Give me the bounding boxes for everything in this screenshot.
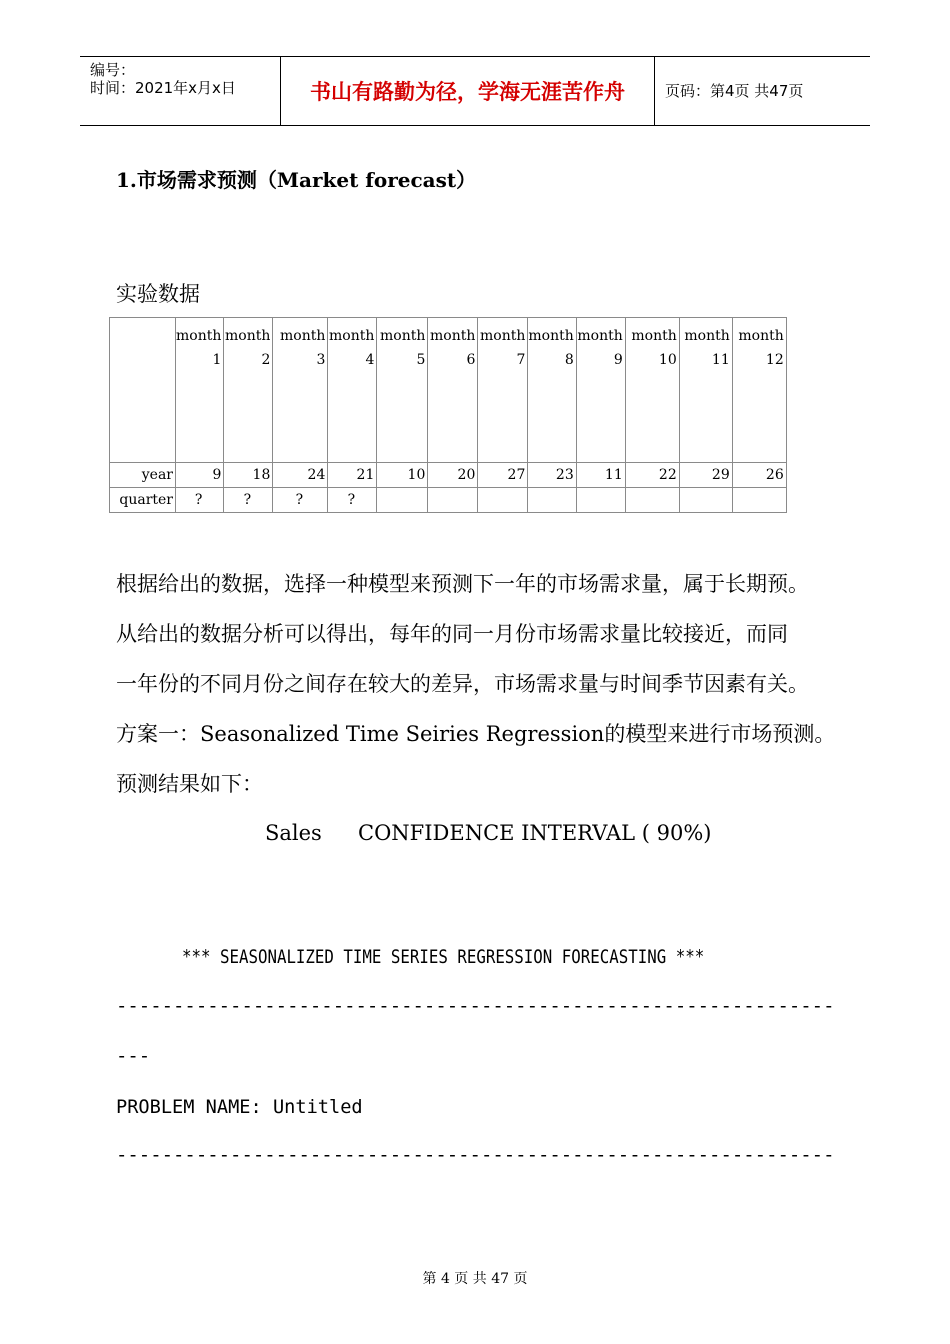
table-cell [576, 488, 625, 513]
table-cell: 22 [625, 463, 679, 488]
table-header-cell: month 8 [528, 318, 576, 463]
output-title: *** SEASONALIZED TIME SERIES REGRESSION FORECASTING *** [182, 946, 705, 968]
header-page-label: 页码：第4页 共47页 [665, 81, 804, 100]
table-header-cell: month 10 [625, 318, 679, 463]
table-header-cell: month 11 [679, 318, 732, 463]
table-cell: 23 [528, 463, 576, 488]
table-cell: 18 [224, 463, 273, 488]
table-cell: ? [224, 488, 273, 513]
page-header [80, 56, 870, 126]
dash-separator: --------------------------------------------------------------- [116, 1144, 835, 1166]
table-corner-cell [110, 318, 176, 463]
header-page-cell [655, 57, 870, 125]
paragraph: 一年份的不同月份之间存在较大的差异，市场需求量与时间季节因素有关。 [116, 672, 809, 696]
table-cell: 20 [428, 463, 478, 488]
header-motto: 书山有路勤为径，学海无涯苦作舟 [310, 80, 625, 104]
table-cell [428, 488, 478, 513]
table-cell [377, 488, 428, 513]
table-cell: ? [328, 488, 377, 513]
row-label-year: year [110, 463, 176, 488]
table-cell: 29 [679, 463, 732, 488]
doc-date-label: 时间：2021年x月x日 [90, 79, 236, 97]
table-header-cell: month 1 [176, 318, 224, 463]
paragraph: 方案一：Seasonalized Time Seiries Regression的模型来进行市场预测。 [116, 722, 836, 746]
header-motto-cell [281, 57, 655, 125]
page-footer: 第 4 页 共 47 页 [422, 1271, 528, 1287]
table-header-cell: month 2 [224, 318, 273, 463]
row-label-quarter: quarter [110, 488, 176, 513]
sales-label: Sales [265, 821, 322, 845]
table-cell: 10 [377, 463, 428, 488]
table-cell [732, 488, 786, 513]
table-cell [478, 488, 528, 513]
paragraph: 预测结果如下： [116, 772, 263, 796]
table-cell [625, 488, 679, 513]
confidence-interval-label: CONFIDENCE INTERVAL ( 90%) [358, 821, 712, 845]
table-cell: 24 [273, 463, 328, 488]
problem-name: PROBLEM NAME: Untitled [116, 1096, 363, 1118]
table-cell [528, 488, 576, 513]
table-header-cell: month 3 [273, 318, 328, 463]
header-left-cell [80, 57, 281, 125]
table-header-cell: month 12 [732, 318, 786, 463]
dash-separator: --------------------------------------------------------------- [116, 995, 835, 1017]
table-cell: 21 [328, 463, 377, 488]
table-cell: 26 [732, 463, 786, 488]
table-header-cell: month 5 [377, 318, 428, 463]
table-row-year [110, 463, 787, 488]
paragraph: 根据给出的数据，选择一种模型来预测下一年的市场需求量，属于长期预。 [116, 572, 809, 596]
doc-number-label: 编号： [90, 61, 136, 79]
table-row-quarter [110, 488, 787, 513]
table-cell: 11 [576, 463, 625, 488]
table-cell: ? [273, 488, 328, 513]
table-cell: ? [176, 488, 224, 513]
table-header-row [110, 318, 787, 463]
table-cell: 27 [478, 463, 528, 488]
table-header-cell: month 9 [576, 318, 625, 463]
table-header-cell: month 7 [478, 318, 528, 463]
dash-separator-short: --- [116, 1045, 151, 1067]
table-header-cell: month 6 [428, 318, 478, 463]
subtitle: 实验数据 [116, 282, 200, 306]
table-header-cell: month 4 [328, 318, 377, 463]
paragraph: 从给出的数据分析可以得出，每年的同一月份市场需求量比较接近，而同 [116, 622, 788, 646]
experiment-data-table [109, 317, 787, 513]
section-title: 1.市场需求预测（Market forecast） [116, 168, 477, 192]
table-cell [679, 488, 732, 513]
table-cell: 9 [176, 463, 224, 488]
